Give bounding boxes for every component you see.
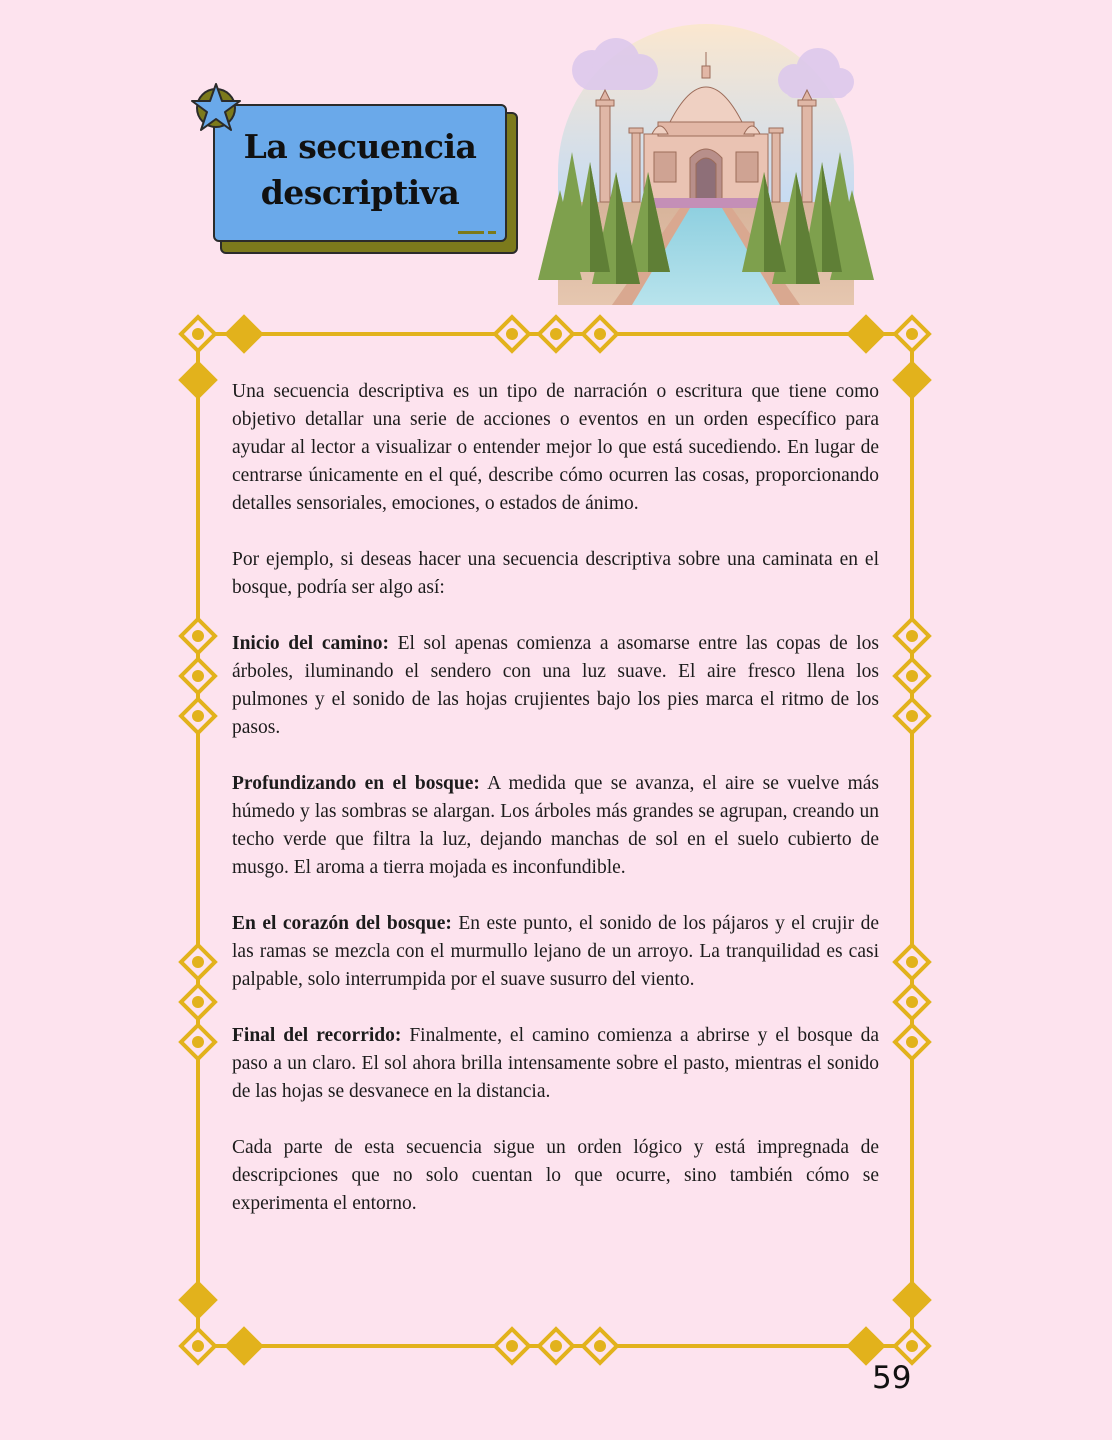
section-paragraph (232, 910, 879, 994)
page-title-line-1: La secuencia (243, 127, 477, 166)
section-text: Finalmente, el camino comienza a abrirse y el bosque da paso a un claro. El sol ahora brilla intensamente sobre el pasto, mientras el sonido de las hojas se desvanece en la distancia. (232, 1025, 879, 1102)
section-text: El sol apenas comienza a asomarse entre las copas de los árboles, iluminando el sendero con una luz suave. El aire fresco llena los pulmones y el sonido de las hojas crujientes bajo los pies marca el ritmo de los pasos. (232, 633, 879, 738)
title-accent-dash (458, 231, 484, 234)
example-intro-paragraph: Por ejemplo, si deseas hacer una secuencia descriptiva sobre una caminata en el bosque, podría ser algo así: (232, 549, 879, 598)
page-title (215, 124, 505, 216)
body-content (232, 378, 879, 1246)
intro-paragraph: Una secuencia descriptiva es un tipo de narración o escritura que tiene como objetivo detallar una serie de acciones o eventos en un orden específico para ayudar al lector a visualizar o entender mejor lo que está sucediendo. En lugar de centrarse únicamente en el qué, describe cómo ocurren las cosas, proporcionando detalles sensoriales, emociones, o estados de ánimo. (232, 381, 879, 514)
section-paragraph (232, 770, 879, 882)
title-accent-dot (488, 231, 496, 234)
section-text: A medida que se avanza, el aire se vuelve más húmedo y las sombras se alargan. Los árboles más grandes se agrupan, creando un techo verde que filtra la luz, dejando manchas de sol en el suelo cubierto de musgo. El aroma a tierra mojada es inconfundible. (232, 773, 879, 878)
section-text: En este punto, el sonido de los pájaros y el crujir de las ramas se mezcla con el murmullo lejano de un arroyo. La tranquilidad es casi palpable, solo interrumpida por el suave susurro del viento. (232, 913, 879, 990)
section-label: Inicio del camino: (232, 633, 389, 654)
conclusion-paragraph: Cada parte de esta secuencia sigue un orden lógico y está impregnada de descripciones que no solo cuentan lo que ocurre, sino también cómo se experimenta el entorno. (232, 1137, 879, 1214)
section-label: Final del recorrido: (232, 1025, 402, 1046)
taj-mahal-icon (530, 22, 882, 308)
section-label: Profundizando en el bosque: (232, 773, 480, 794)
title-card (213, 104, 507, 242)
section-paragraph (232, 1022, 879, 1106)
star-icon (190, 82, 242, 134)
section-label: En el corazón del bosque: (232, 913, 452, 934)
page-title-line-2: descriptiva (260, 173, 460, 212)
page-number: 59 (872, 1360, 912, 1396)
section-paragraph (232, 630, 879, 742)
